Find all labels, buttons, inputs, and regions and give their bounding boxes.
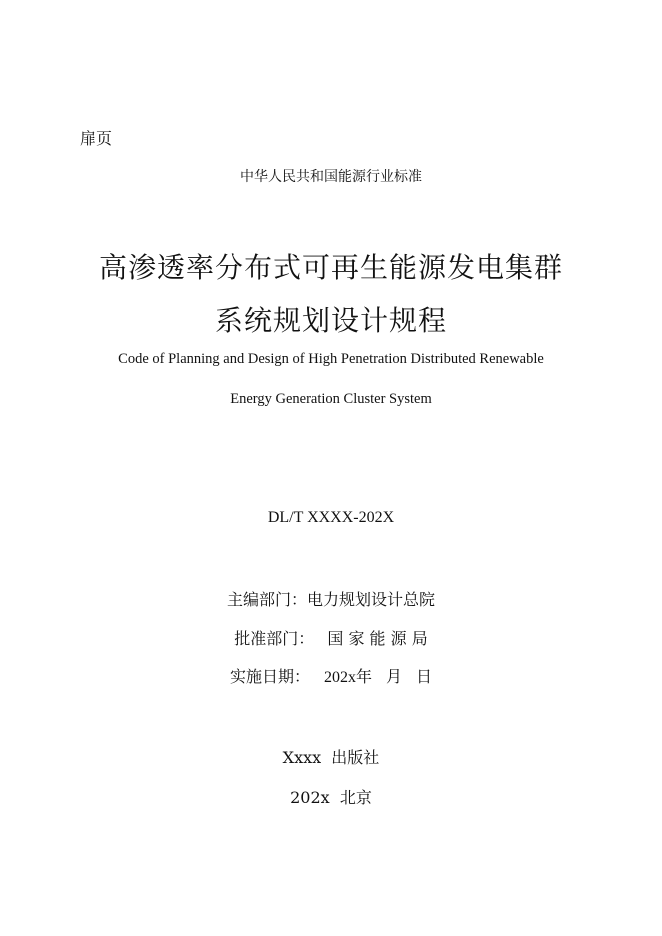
implementation-label: 实施日期： [229, 667, 310, 686]
document-title-cn-line-2: 系统规划设计规程 [214, 304, 447, 337]
document-title-cn-line-1: 高渗透率分布式可再生能源发电集群 [98, 251, 563, 284]
document-title-en-line-1: Code of Planning and Design of High Penetration Distributed Renewable [118, 351, 544, 367]
implementation-year: 202x年 [323, 669, 372, 686]
editor-row [0, 587, 662, 610]
flyleaf-label: 扉页 [80, 129, 113, 148]
implementation-date-row [0, 664, 662, 687]
standard-type: 中华人民共和国能源行业标准 [240, 169, 422, 185]
implementation-month: 月 [386, 667, 403, 686]
standard-code: DL/T XXXX-202X [267, 509, 395, 526]
editor-label: 主编部门： [226, 590, 307, 609]
document-title-en-line-2: Energy Generation Cluster System [230, 391, 432, 407]
publication-place-year: 202x 北京 [290, 788, 372, 807]
implementation-day: 日 [416, 667, 433, 686]
approver-row [0, 626, 662, 649]
publisher: Xxxx 出版社 [282, 748, 380, 767]
editor-value: 电力规划设计总院 [307, 590, 436, 609]
approver-value: 国 家 能 源 局 [327, 629, 428, 648]
approver-label: 批准部门： [234, 629, 315, 648]
